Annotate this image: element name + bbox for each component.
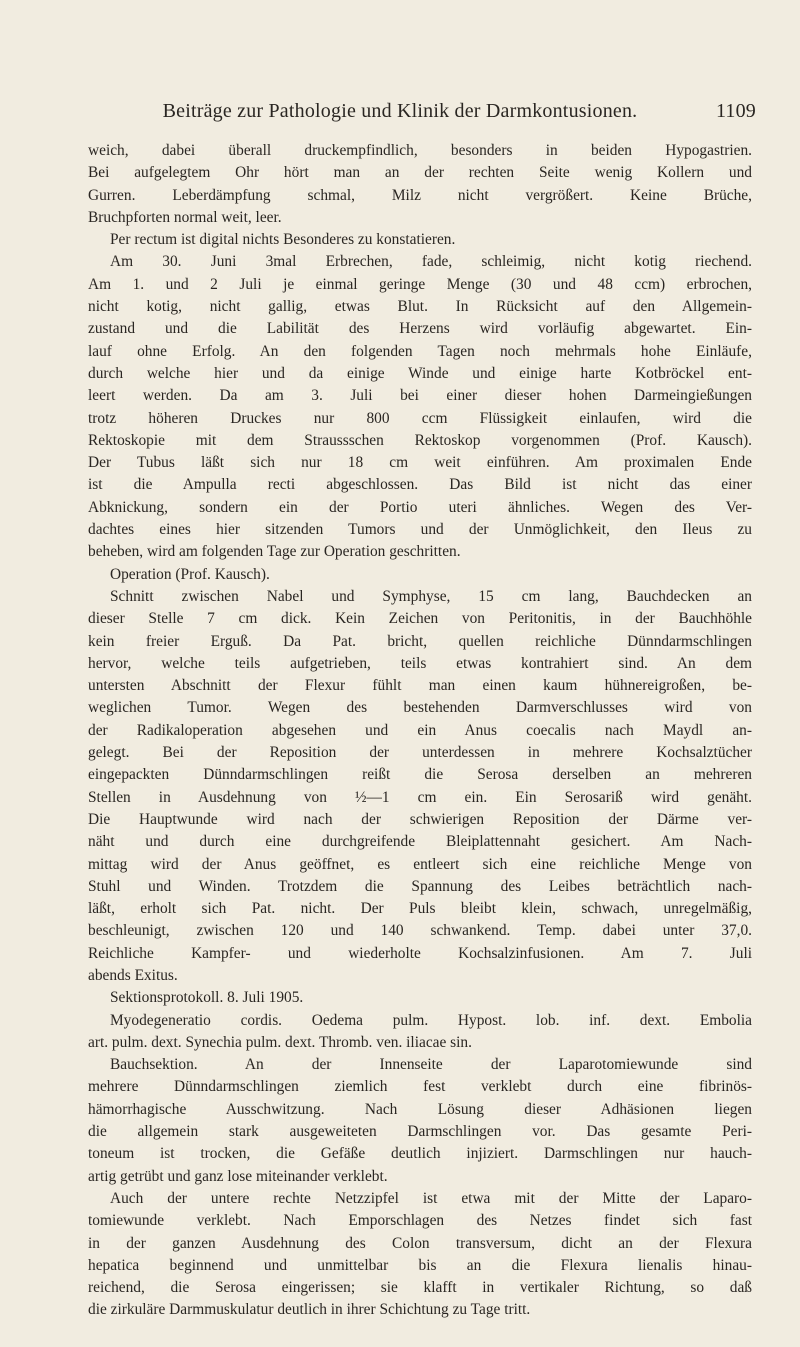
text-line: näht und durch eine durchgreifende Bleiplattennaht gesichert. Am Nach-: [88, 833, 752, 851]
text-line: abends Exitus.: [88, 966, 178, 984]
text-line: Abknickung, sondern ein der Portio uteri ähnliches. Wegen des Ver-: [88, 498, 752, 516]
text-line: Per rectum ist digital nichts Besonderes zu konstatieren.: [110, 231, 456, 249]
text-line: lauf ohne Erfolg. An den folgenden Tagen noch mehrmals hohe Einläufe,: [88, 342, 752, 360]
text-line: Myodegeneratio cordis. Oedema pulm. Hypost. lob. inf. dext. Embolia: [110, 1011, 752, 1029]
body-text: [88, 140, 752, 1322]
text-line: leert werden. Da am 3. Juli bei einer dieser hohen Darmeingießungen: [88, 387, 752, 405]
page-number: 1109: [715, 100, 756, 122]
text-line: Schnitt zwischen Nabel und Symphyse, 15 cm lang, Bauchdecken an: [110, 587, 752, 605]
text-line: durch welche hier und da einige Winde und einige harte Kotbröckel ent-: [88, 364, 752, 382]
text-line: Rektoskopie mit dem Straussschen Rektoskop vorgenommen (Prof. Kausch).: [88, 431, 752, 449]
text-line: Gurren. Leberdämpfung schmal, Milz nicht vergrößert. Keine Brüche,: [88, 186, 752, 204]
text-line: Auch der untere rechte Netzzipfel ist etwa mit der Mitte der Laparo-: [110, 1189, 752, 1207]
text-line: läßt, erholt sich Pat. nicht. Der Puls bleibt klein, schwach, unregelmäßig,: [88, 900, 752, 918]
text-line: Die Hauptwunde wird nach der schwierigen Reposition der Därme ver-: [88, 810, 752, 828]
text-line: nicht kotig, nicht gallig, etwas Blut. In Rücksicht auf den Allgemein-: [88, 298, 752, 316]
text-line: beschleunigt, zwischen 120 und 140 schwankend. Temp. dabei unter 37,0.: [88, 922, 752, 940]
section-heading-sektionsprotokoll: Sektionsprotokoll. 8. Juli 1905.: [110, 989, 304, 1007]
text-line: hämorrhagische Ausschwitzung. Nach Lösung dieser Adhäsionen liegen: [88, 1100, 752, 1118]
text-line: art. pulm. dext. Synechia pulm. dext. Thromb. ven. iliacae sin.: [88, 1033, 472, 1051]
text-line: kein freier Erguß. Da Pat. bricht, quellen reichliche Dünndarmschlingen: [88, 632, 752, 650]
text-line: beheben, wird am folgenden Tage zur Operation geschritten.: [88, 543, 461, 561]
text-line: reichend, die Serosa eingerissen; sie klafft in vertikaler Richtung, so daß: [88, 1279, 752, 1297]
text-line: der Radikaloperation abgesehen und ein Anus coecalis nach Maydl an-: [88, 721, 752, 739]
text-line: Bei aufgelegtem Ohr hört man an der rechten Seite wenig Kollern und: [88, 164, 752, 182]
text-line: trotz höheren Druckes nur 800 ccm Flüssigkeit einlaufen, wird die: [88, 409, 752, 427]
text-line: eingepackten Dünndarmschlingen reißt die Serosa derselben an mehreren: [88, 766, 752, 784]
text-line: weich, dabei überall druckempfindlich, besonders in beiden Hypogastrien.: [88, 142, 752, 159]
text-line: Stuhl und Winden. Trotzdem die Spannung des Leibes beträchtlich nach-: [88, 877, 752, 895]
text-line: ist die Ampulla recti abgeschlossen. Das Bild ist nicht das einer: [88, 476, 752, 494]
text-line: gelegt. Bei der Reposition der unterdessen in mehrere Kochsalztücher: [88, 744, 752, 762]
text-line: Der Tubus läßt sich nur 18 cm weit einführen. Am proximalen Ende: [88, 454, 752, 472]
text-line: artig getrübt und ganz lose miteinander verklebt.: [88, 1167, 388, 1185]
section-heading-bauchsektion: Bauchsektion. An der Innenseite der Laparotomiewunde sind: [110, 1056, 752, 1074]
text-line: Bruchpforten normal weit, leer.: [88, 208, 282, 226]
text-line: mehrere Dünndarmschlingen ziemlich fest verklebt durch eine fibrinös-: [88, 1078, 752, 1096]
text-line: zustand und die Labilität des Herzens wird vorläufig abgewartet. Ein-: [88, 320, 752, 338]
text-line: Am 30. Juni 3mal Erbrechen, fade, schleimig, nicht kotig riechend.: [110, 253, 752, 271]
text-line: mittag wird der Anus geöffnet, es entleert sich eine reichliche Menge von: [88, 855, 752, 873]
text-line: weglichen Tumor. Wegen des bestehenden Darmverschlusses wird von: [88, 699, 752, 717]
text-line: Am 1. und 2 Juli je einmal geringe Menge (30 und 48 ccm) erbrochen,: [88, 275, 752, 293]
text-line: in der ganzen Ausdehnung des Colon transversum, dicht an der Flexura: [88, 1234, 752, 1252]
section-heading-operation: Operation (Prof. Kausch).: [110, 565, 270, 583]
text-line: toneum ist trocken, die Gefäße deutlich injiziert. Darmschlingen nur hauch-: [88, 1145, 752, 1163]
text-line: Stellen in Ausdehnung von ½—1 cm ein. Ein Serosariß wird genäht.: [88, 788, 752, 806]
text-line: untersten Abschnitt der Flexur fühlt man einen kaum hühnereigroßen, be-: [88, 677, 752, 695]
text-line: die allgemein stark ausgeweiteten Darmschlingen vor. Das gesamte Peri-: [88, 1123, 752, 1141]
text-line: tomiewunde verklebt. Nach Emporschlagen des Netzes findet sich fast: [88, 1212, 752, 1230]
text-line: dachtes eines hier sitzenden Tumors und der Unmöglichkeit, den Ileus zu: [88, 521, 752, 539]
text-line: die zirkuläre Darmmuskulatur deutlich in ihrer Schichtung zu Tage tritt.: [88, 1301, 531, 1319]
text-line: hepatica beginnend und unmittelbar bis an die Flexura lienalis hinau-: [88, 1256, 752, 1274]
text-line: Reichliche Kampfer- und wiederholte Kochsalzinfusionen. Am 7. Juli: [88, 944, 752, 962]
running-title: Beiträge zur Pathologie und Klinik der Darmkontusionen.: [162, 100, 638, 122]
text-line: dieser Stelle 7 cm dick. Kein Zeichen von Peritonitis, in der Bauchhöhle: [88, 610, 752, 628]
text-line: hervor, welche teils aufgetrieben, teils etwas kontrahiert sind. An dem: [88, 654, 752, 672]
running-header: [0, 100, 800, 130]
